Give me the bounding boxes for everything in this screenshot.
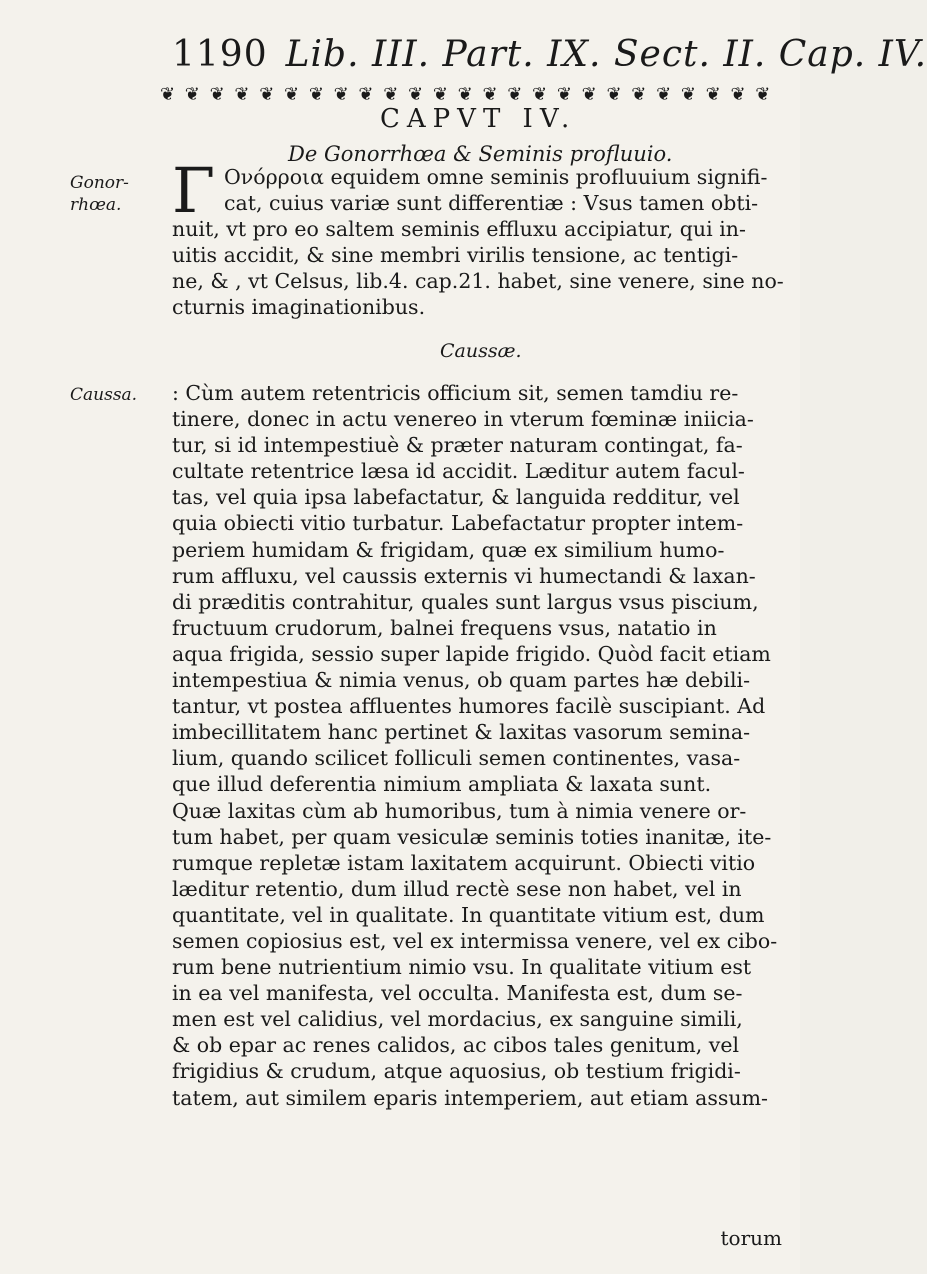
text-line: tur, si id intempestiuè & præter naturam contingat, fa- xyxy=(172,433,743,458)
text-line: di præditis contrahitur, quales sunt largus vsus piscium, xyxy=(172,589,759,614)
text-line: tantur, vt postea affluentes humores facilè suscipiant. Ad xyxy=(172,694,766,719)
text-line: & ob epar ac renes calidos, ac cibos tales genitum, vel xyxy=(172,1033,740,1058)
page-number: 1190 xyxy=(172,34,268,75)
running-title: Lib. III. Part. IX. Sect. II. Cap. IV. xyxy=(285,34,927,75)
text-line: lium, quando scilicet folliculi semen continentes, vasa- xyxy=(172,746,741,771)
text-line: quantitate, vel in qualitate. In quantitate vitium est, dum xyxy=(172,902,765,927)
text-line: uitis accidit, & sine membri virilis tensione, ac tentigi- xyxy=(172,243,739,268)
text-line: tatem, aut similem eparis intemperiem, aut etiam assum- xyxy=(172,1085,768,1110)
text-line: cturnis imaginationibus. xyxy=(172,295,426,320)
text-line: tum habet, per quam vesiculæ seminis toties inanitæ, ite- xyxy=(172,824,772,849)
text-line: que illud deferentia nimium ampliata & laxata sunt. xyxy=(172,772,712,797)
text-line: intempestiua & nimia venus, ob quam partes hæ debili- xyxy=(172,668,751,693)
text-line: aqua frigida, sessio super lapide frigido. Quòd facit etiam xyxy=(172,641,771,666)
text-line: rum affluxu, vel caussis externis vi humectandi & laxan- xyxy=(172,563,756,588)
text-line: fructuum crudorum, balnei frequens vsus, natatio in xyxy=(172,615,717,640)
paragraph-causes xyxy=(172,380,790,1111)
catchword: torum xyxy=(720,1226,782,1250)
chapter-title: CAPVT IV. xyxy=(380,104,577,134)
chapter-subtitle: De Gonorrhœa & Seminis profluuio. xyxy=(288,142,673,166)
section-heading: Caussæ. xyxy=(440,340,522,362)
text-line: in ea vel manifesta, vel occulta. Manifesta est, dum se- xyxy=(172,981,743,1006)
margin-note-caussa: Caussa. xyxy=(70,385,138,405)
text-line: : Cùm autem retentricis officium sit, semen tamdiu re- xyxy=(172,381,739,405)
text-line: imbecillitatem hanc pertinet & laxitas vasorum semina- xyxy=(172,720,751,745)
text-line: frigidius & crudum, atque aquosius, ob testium frigidi- xyxy=(172,1059,741,1084)
ornamental-rule: ❦ ❦ ❦ ❦ ❦ ❦ ❦ ❦ ❦ ❦ ❦ ❦ ❦ ❦ ❦ ❦ ❦ ❦ ❦ ❦ ❦ ❦ ❦ ❦ ❦ xyxy=(160,84,773,105)
paragraph-definition xyxy=(172,164,790,321)
text-line: rum bene nutrientium nimio vsu. In qualitate vitium est xyxy=(172,955,752,980)
margin-note-gonorrhoea: Gonor- rhœa. xyxy=(70,173,129,215)
text-line: cat, cuius variæ sunt differentiæ : Vsus tamen obti- xyxy=(224,191,759,216)
text-line: periem humidam & frigidam, quæ ex similium humo- xyxy=(172,537,725,562)
text-line: men est vel calidius, vel mordacius, ex sanguine simili, xyxy=(172,1007,743,1032)
text-line: quia obiecti vitio turbatur. Labefactatur propter intem- xyxy=(172,511,744,536)
text-line: nuit, vt pro eo saltem seminis effluxu accipiatur, qui in- xyxy=(172,217,746,242)
text-line: cultate retentrice læsa id accidit. Læditur autem facul- xyxy=(172,459,745,484)
text-line: rumque repletæ istam laxitatem acquirunt. Obiecti vitio xyxy=(172,850,756,875)
text-line: tas, vel quia ipsa labefactatur, & languida redditur, vel xyxy=(172,485,740,510)
text-line: læditur retentio, dum illud rectè sese non habet, vel in xyxy=(172,876,742,901)
text-line: semen copiosius est, vel ex intermissa venere, vel ex cibo- xyxy=(172,928,778,953)
text-line: ne, & , vt Celsus, lib.4. cap.21. habet, sine venere, sine no- xyxy=(172,269,784,294)
text-line: Ονόρροια equidem omne seminis profluuium signifi- xyxy=(224,165,768,189)
text-line: Quæ laxitas cùm ab humoribus, tum à nimia venere or- xyxy=(172,798,747,823)
running-header xyxy=(172,34,927,75)
text-line: tinere, donec in actu venereo in vterum fœminæ iniicia- xyxy=(172,407,754,432)
drop-capital: Γ xyxy=(172,154,216,227)
